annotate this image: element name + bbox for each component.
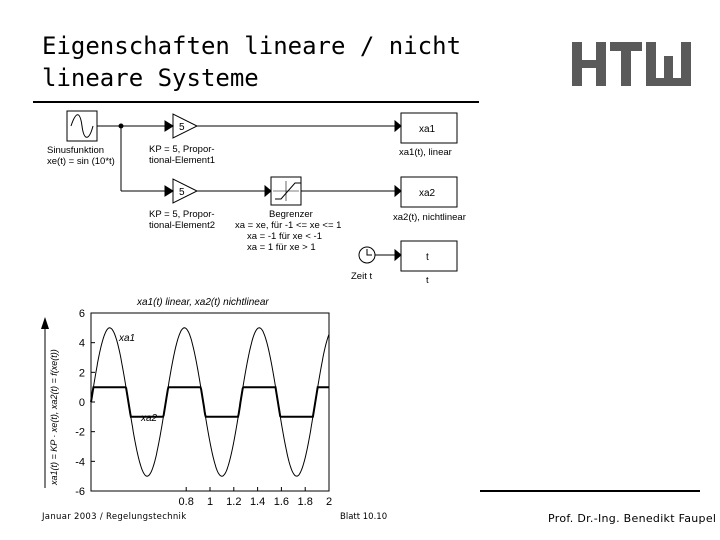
annotation-xa2: xa2 xyxy=(141,413,158,424)
chart-y-label: xa1(t) = KP · xe(t), xa2(t) = f(xe(t)) xyxy=(49,349,59,485)
saturation-label-3: xa = -1 für xe < -1 xyxy=(247,231,322,242)
y-tick-label: 2 xyxy=(78,367,85,380)
slide-title xyxy=(42,30,462,94)
gain-top-label-2: tional-Element1 xyxy=(149,155,216,166)
x-tick-label: 2 xyxy=(325,496,333,508)
source-name: Sinusfunktion xyxy=(47,145,105,156)
gain-block-bottom xyxy=(173,179,197,203)
scope-t-text: t xyxy=(426,252,429,263)
x-tick-label: 1.4 xyxy=(249,496,266,508)
gain-bottom-label-1: KP = 5, Propor- xyxy=(149,209,215,220)
footer-divider xyxy=(480,490,700,492)
source-formula: xe(t) = sin (10*t) xyxy=(47,156,115,167)
footer-date-course: Januar 2003 / Regelungstechnik xyxy=(42,512,187,522)
footer-page: Blatt 10.10 xyxy=(340,512,388,522)
series-line-xa1 xyxy=(91,328,329,476)
y-tick-label: 6 xyxy=(78,308,85,320)
saturation-label-2: xa = xe, für -1 <= xe <= 1 xyxy=(235,220,342,231)
y-axis-arrowhead-icon xyxy=(41,317,49,329)
series-line-xa2 xyxy=(91,387,329,417)
scanned-figure xyxy=(33,103,479,515)
x-tick-label: 1 xyxy=(206,496,214,508)
x-tick-labels xyxy=(179,496,333,508)
figure-svg xyxy=(33,103,479,515)
chart-title: xa1(t) linear, xa2(t) nichtlinear xyxy=(137,297,269,308)
htw-logo xyxy=(570,40,695,88)
gain-block-top xyxy=(173,114,197,138)
gain-value-top: 5 xyxy=(179,122,185,133)
clock-label: Zeit t xyxy=(351,271,373,282)
slide-title-line-1: Eigenschaften lineare / nicht xyxy=(42,32,462,60)
gain-value-bottom: 5 xyxy=(179,187,185,198)
scope-xa2-caption: xa2(t), nichtlinear xyxy=(393,212,466,223)
x-tick-label: 1.8 xyxy=(297,496,313,508)
sine-glyph-icon xyxy=(71,115,93,138)
scope-xa2-text: xa2 xyxy=(419,188,436,199)
saturation-label-4: xa = 1 für xe > 1 xyxy=(247,242,316,253)
annotation-xa1: xa1 xyxy=(119,333,136,344)
x-tick-label: 1.6 xyxy=(273,496,290,508)
scope-xa1-text: xa1 xyxy=(419,124,436,135)
block-labels xyxy=(47,122,466,286)
gain-bottom-label-2: tional-Element2 xyxy=(149,220,216,231)
gain-top-label-1: KP = 5, Propor- xyxy=(149,144,215,155)
y-tick-label: -6 xyxy=(75,486,85,498)
plot xyxy=(41,297,332,508)
y-tick-labels xyxy=(75,308,85,498)
footer-author: Prof. Dr.-Ing. Benedikt Faupel xyxy=(548,512,717,525)
slide-title-line-2: lineare Systeme xyxy=(42,64,259,92)
scope-xa1-caption: xa1(t), linear xyxy=(399,147,452,158)
y-tick-label: 0 xyxy=(78,397,85,409)
scope-t-caption: t xyxy=(426,275,429,286)
saturation-label-1: Begrenzer xyxy=(269,209,313,220)
y-tick-label: -2 xyxy=(75,426,85,439)
y-tick-label: -4 xyxy=(75,456,85,469)
y-tick-label: 4 xyxy=(78,337,85,350)
scope-block-t xyxy=(401,241,457,271)
x-tick-label: 0.8 xyxy=(178,496,194,508)
x-tick-label: 1.2 xyxy=(226,496,242,508)
